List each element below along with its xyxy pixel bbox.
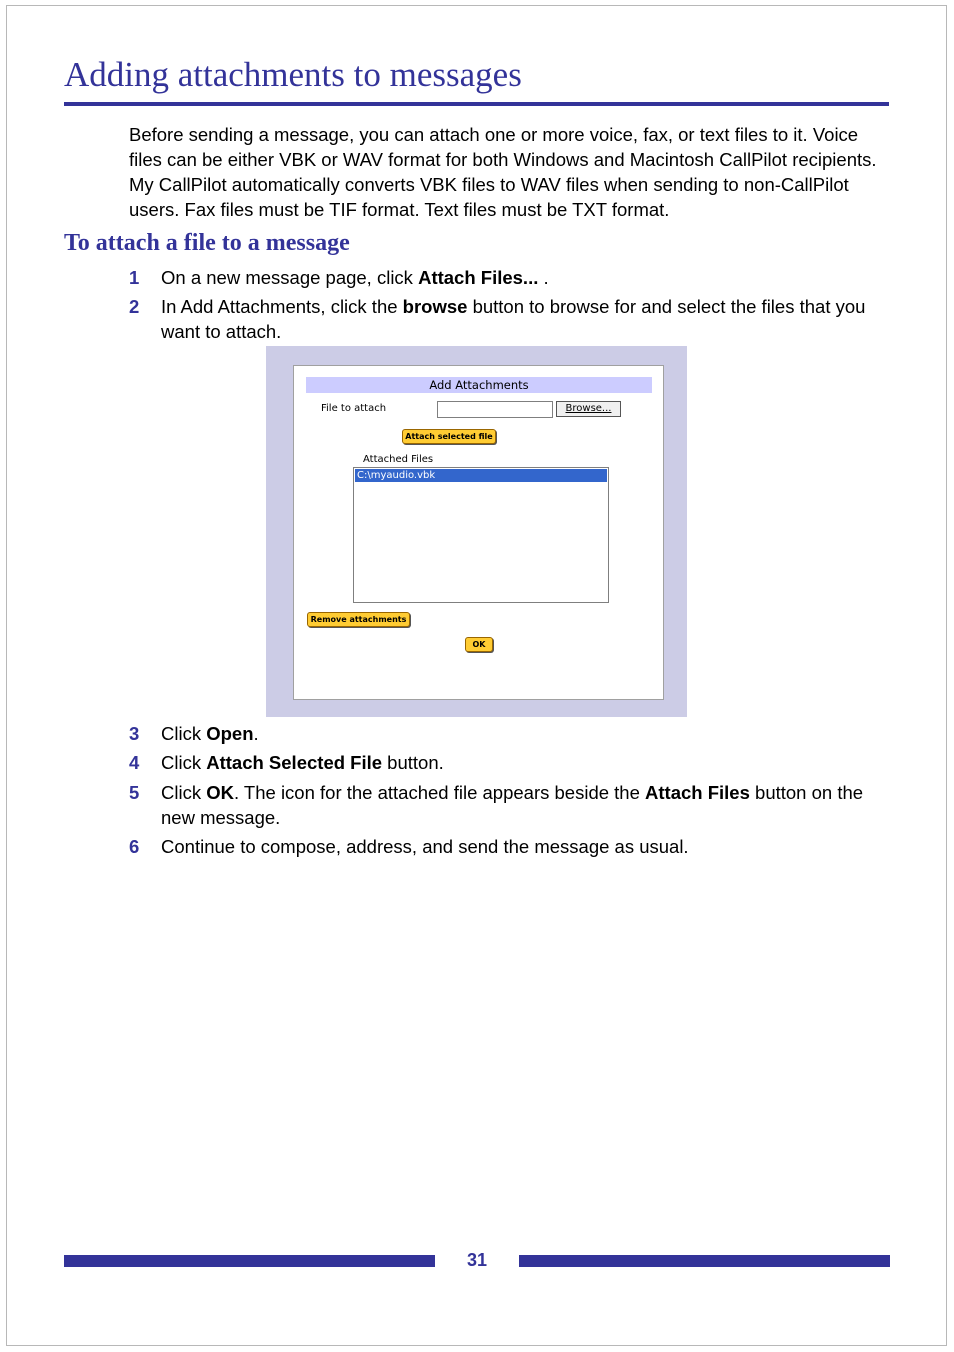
step-text: On a new message page, click Attach Files... . <box>161 267 549 288</box>
step-number: 4 <box>129 752 140 773</box>
step-number: 1 <box>129 267 140 288</box>
footer-bar-left <box>64 1255 435 1267</box>
browse-button[interactable]: Browse... <box>556 401 621 417</box>
step-text: Click Open. <box>161 723 259 744</box>
file-to-attach-label: File to attach <box>321 403 387 414</box>
file-to-attach-input[interactable] <box>437 401 553 418</box>
add-attachments-screenshot <box>266 346 687 717</box>
attached-files-list[interactable] <box>353 467 609 603</box>
dialog-title: Add Attachments <box>306 377 652 393</box>
step-number: 2 <box>129 296 140 317</box>
step-text: Click Attach Selected File button. <box>161 752 444 773</box>
step-number: 5 <box>129 782 140 803</box>
attached-files-label: Attached Files <box>363 454 434 465</box>
page-number: 31 <box>466 1250 488 1270</box>
footer-bar-right <box>519 1255 890 1267</box>
intro-paragraph: Before sending a message, you can attach one or more voice, fax, or text files to it. Voice files can be either VBK or WAV format for both Windows and Macintosh CallPilot recipients. My CallPilot automatically converts VBK files to WAV files when sending to non-CallPilot users. Fax files must be TIF format. Text files must be TXT format. <box>129 124 877 220</box>
step-text: Continue to compose, address, and send the message as usual. <box>161 836 689 857</box>
step-number: 6 <box>129 836 140 857</box>
page-title: Adding attachments to messages <box>64 55 522 94</box>
step-text: In Add Attachments, click the browse button to browse for and select the files that you want to attach. <box>161 296 866 342</box>
ok-button[interactable]: OK <box>465 637 493 652</box>
remove-attachments-button[interactable]: Remove attachments <box>307 612 410 627</box>
section-heading: To attach a file to a message <box>64 230 350 256</box>
step-number: 3 <box>129 723 140 744</box>
step-text: Click OK. The icon for the attached file appears beside the Attach Files button on the new message. <box>161 782 864 828</box>
add-attachments-dialog <box>293 365 664 700</box>
attach-selected-file-button[interactable]: Attach selected file <box>402 429 496 444</box>
title-rule <box>64 102 889 106</box>
list-item[interactable]: C:\myaudio.vbk <box>355 469 607 482</box>
